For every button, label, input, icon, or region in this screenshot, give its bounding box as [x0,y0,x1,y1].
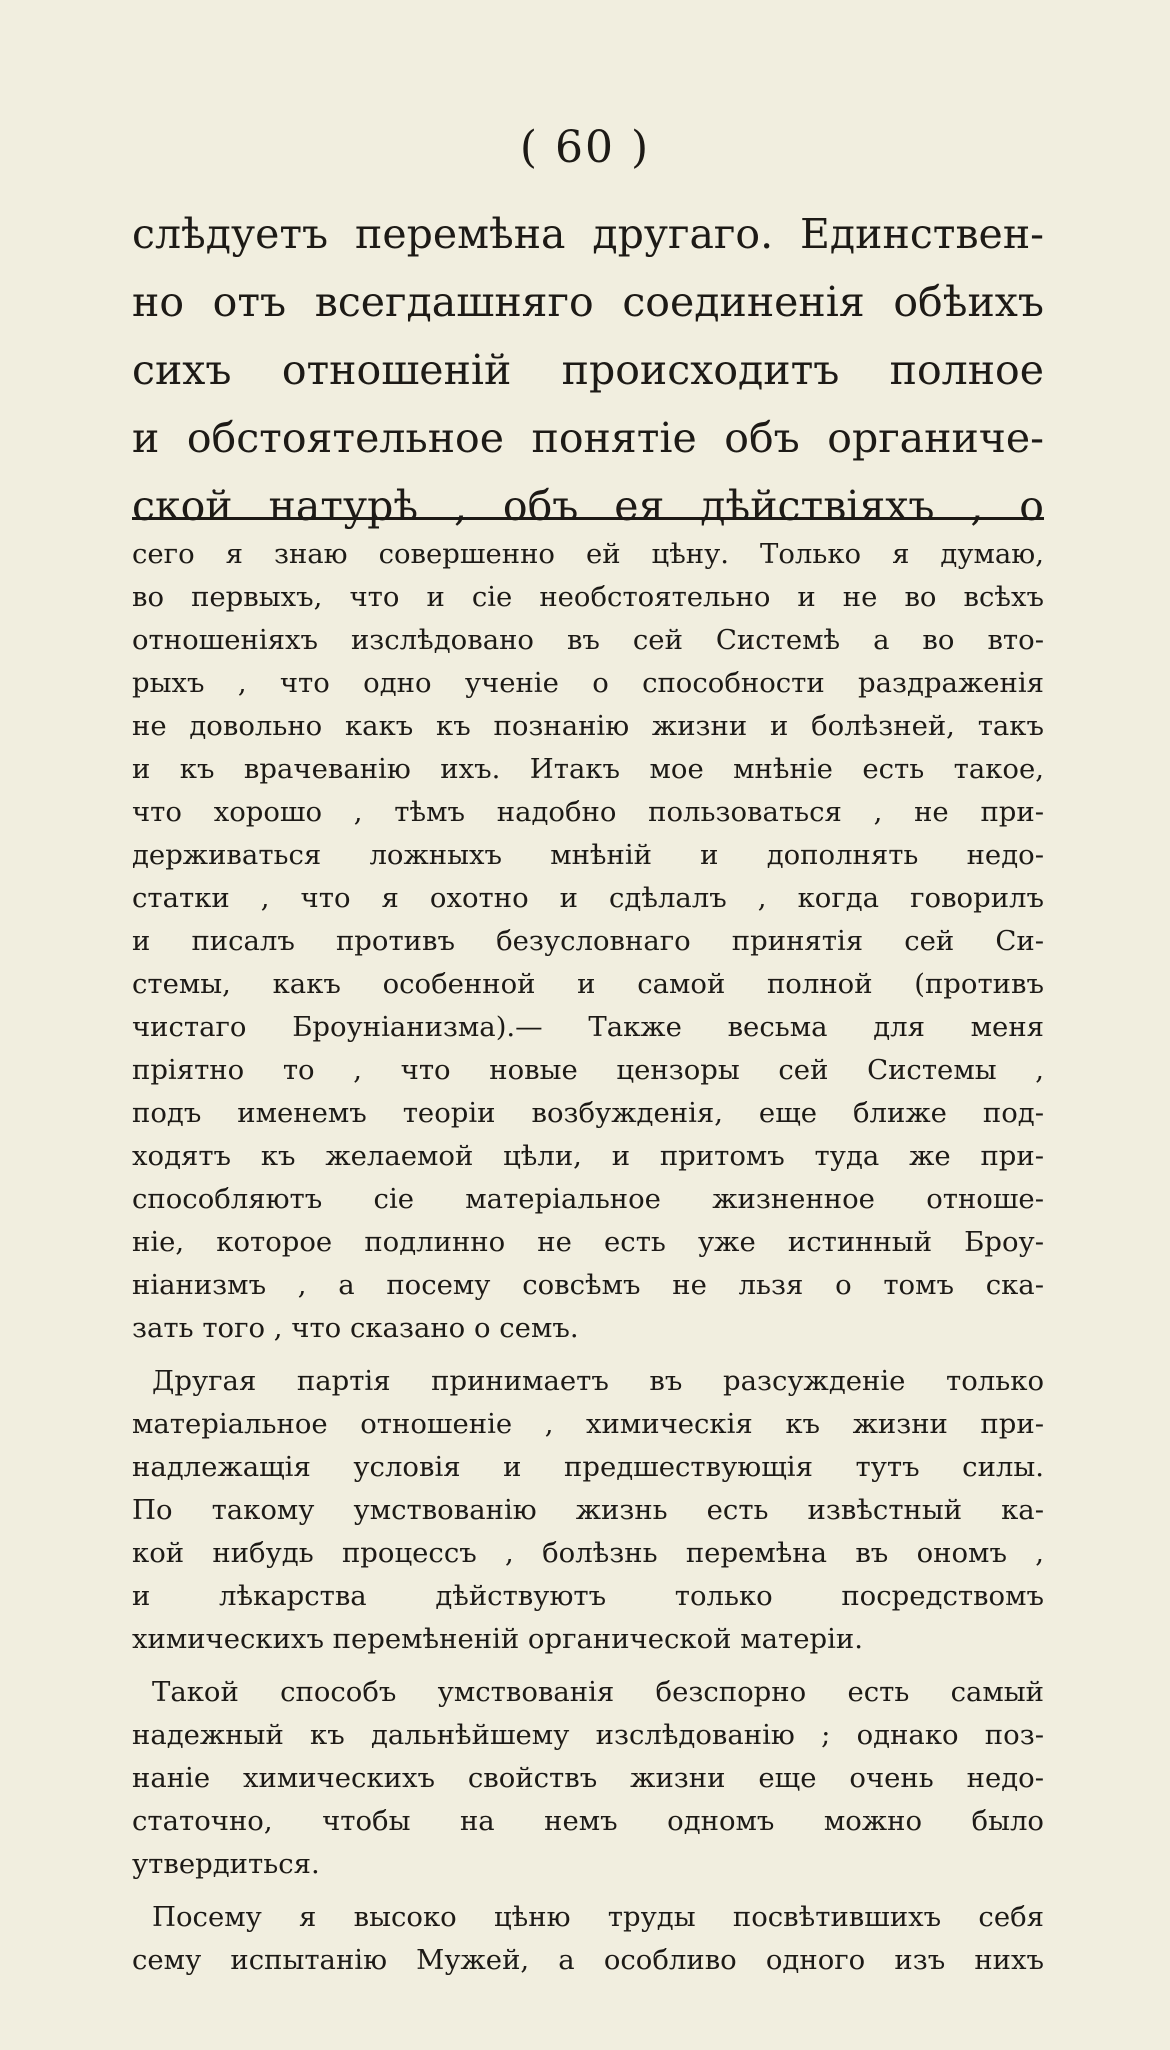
paragraph-line: химическихъ перемѣненій органической матеріи. [132,1623,863,1655]
main-text-line: и обстоятельное понятіе объ органиче- [132,414,1044,462]
footnote-line: ніе, которое подлинно не есть уже истинный Броу- [132,1226,1044,1258]
paragraph-line: наніе химическихъ свойствъ жизни еще очень недо- [132,1762,1044,1794]
main-text-block [132,200,1044,540]
paragraph-line: Такой способъ умствованія безспорно есть самый [152,1676,1044,1708]
footnote-line: что хорошо , тѣмъ надобно пользоваться , не при- [132,796,1044,828]
footnote-line: рыхъ , что одно ученіе о способности раздраженія [132,667,1044,699]
footnote-line: и писалъ противъ безусловнаго принятія сей Си- [132,925,1044,957]
footnote-line: ходятъ къ желаемой цѣли, и притомъ туда же при- [132,1140,1044,1172]
footnote-line: способляютъ сіе матеріальное жизненное отноше- [132,1183,1044,1215]
footnote-line: подъ именемъ теоріи возбужденія, еще ближе под- [132,1097,1044,1129]
paragraph-line: Другая партія принимаетъ въ разсужденіе только [152,1365,1044,1397]
paragraph-line: утвердиться. [132,1848,320,1880]
paragraph-gap [132,1661,1044,1671]
paragraph-gap [132,1886,1044,1896]
paragraph-line: надежный къ дальнѣйшему изслѣдованію ; однако поз- [132,1719,1044,1751]
paragraph-line: По такому умствованію жизнь есть извѣстный ка- [132,1494,1044,1526]
main-text-line: но отъ всегдашняго соединенія обѣихъ [132,278,1044,326]
paragraph-line: и лѣкарства дѣйствуютъ только посредствомъ [132,1580,1044,1612]
paragraph-line: кой нибудь процессъ , болѣзнь перемѣна въ ономъ , [132,1537,1044,1569]
footnote-block [132,533,1044,1982]
footnote-line: во первыхъ, что и сіе необстоятельно и не во всѣхъ [132,581,1044,613]
paragraph-line: надлежащія условія и предшествующія тутъ силы. [132,1451,1044,1483]
footnote-divider [132,517,1044,520]
paragraph-line: матеріальное отношеніе , химическія къ жизни при- [132,1408,1044,1440]
paragraph-line: сему испытанію Мужей, а особливо одного изъ нихъ [132,1944,1044,1976]
footnote-line: чистаго Броуніанизма).— Также весьма для меня [132,1011,1044,1043]
footnote-line: держиваться ложныхъ мнѣній и дополнять недо- [132,839,1044,871]
footnote-line: не довольно какъ къ познанію жизни и болѣзней, такъ [132,710,1044,742]
main-text-line: слѣдуетъ перемѣна другаго. Единствен- [132,210,1044,258]
page-number: ( 60 ) [519,122,651,173]
main-text-line: ской натурѣ , объ ея дѣйствіяхъ , о [132,482,1044,530]
paragraph-gap [132,1350,1044,1360]
footnote-line: отношеніяхъ изслѣдовано въ сей Системѣ а во вто- [132,624,1044,656]
footnote-line: стемы, какъ особенной и самой полной (противъ [132,968,1044,1000]
footnote-line: ніанизмъ , а посему совсѣмъ не льзя о томъ ска- [132,1269,1044,1301]
paragraph-line: Посему я высоко цѣню труды посвѣтившихъ себя [152,1901,1044,1933]
footnote-line: сего я знаю совершенно ей цѣну. Только я думаю, [132,538,1044,570]
footnote-line: и къ врачеванію ихъ. Итакъ мое мнѣніе есть такое, [132,753,1044,785]
main-text-line: сихъ отношеній происходитъ полное [132,346,1044,394]
paragraph-line: статочно, чтобы на немъ одномъ можно было [132,1805,1044,1837]
footnote-line: статки , что я охотно и сдѣлалъ , когда говорилъ [132,882,1044,914]
footnote-line: пріятно то , что новые цензоры сей Системы , [132,1054,1044,1086]
footnote-line: зать того , что сказано о семъ. [132,1312,579,1344]
